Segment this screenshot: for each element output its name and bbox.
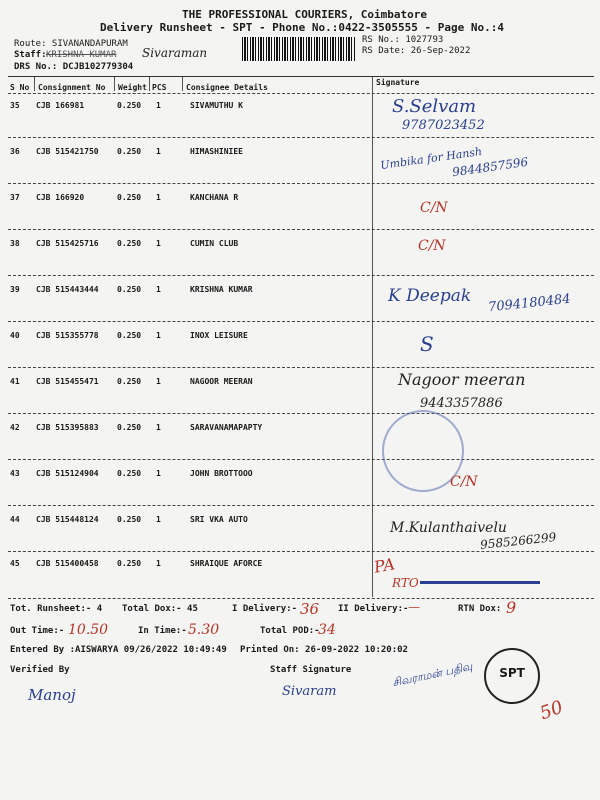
out-time-label: Out Time:- [10, 626, 65, 636]
signature-44: M.Kulanthaivelu [390, 520, 507, 536]
printed-on: Printed On: 26-09-2022 10:20:02 [240, 645, 408, 655]
row-weight: 0.250 [117, 285, 142, 294]
row-consignment: CJB 515421750 [36, 147, 99, 156]
header-rule [8, 93, 594, 94]
row-sno: 37 [10, 193, 20, 202]
row-sno: 40 [10, 331, 20, 340]
in-time-label: In Time:- [138, 626, 187, 636]
table-top-rule [8, 76, 594, 77]
col-sno: S No [10, 83, 30, 92]
rs-date: RS Date: 26-Sep-2022 [362, 46, 471, 56]
row-consignee: INOX LEISURE [190, 331, 248, 340]
row-pcs: 1 [156, 469, 161, 478]
row-consignment: CJB 515400458 [36, 559, 99, 568]
spt-stamp-text: SPT [499, 666, 525, 680]
staff-sign-handwritten: Sivaram [282, 684, 337, 699]
col-weight: Weight [118, 83, 147, 92]
tot-runsheet: Tot. Runsheet:- 4 [10, 604, 103, 614]
row-consignment: CJB 515448124 [36, 515, 99, 524]
signature-35-phone: 9787023452 [402, 118, 485, 133]
row-sno: 39 [10, 285, 20, 294]
total-dox: Total Dox:- 45 [122, 604, 198, 614]
row-consignee: SRI VKA AUTO [190, 515, 248, 524]
rtn-dox-label: RTN Dox: [458, 604, 502, 614]
signature-41-phone: 9443357886 [420, 396, 503, 411]
signature-39: K Deepak [388, 286, 472, 306]
signature-45-rto: RTO [392, 576, 419, 590]
signature-41: Nagoor meeran [398, 370, 526, 389]
drs-number: DRS No.: DCJB102779304 [14, 62, 134, 72]
signature-38: C/N [418, 238, 446, 254]
rs-number: RS No.: 1027793 [362, 35, 444, 45]
row-sno: 36 [10, 147, 20, 156]
out-time-value: 10.50 [68, 622, 109, 638]
row-weight: 0.250 [117, 469, 142, 478]
row-weight: 0.250 [117, 101, 142, 110]
row-pcs: 1 [156, 377, 161, 386]
col-consignee: Consignee Details [186, 83, 268, 92]
staff-signature-label: Staff Signature [270, 665, 352, 675]
row-sno: 35 [10, 101, 20, 110]
signature-36-phone: 9844857596 [451, 154, 529, 180]
row-pcs: 1 [156, 147, 161, 156]
row-weight: 0.250 [117, 193, 142, 202]
col-pcs: PCS [152, 83, 167, 92]
row-pcs: 1 [156, 193, 161, 202]
row-consignment: CJB 515425716 [36, 239, 99, 248]
i-delivery-label: I Delivery:- [232, 604, 298, 614]
row-weight: 0.250 [117, 331, 142, 340]
signature-44-phone: 9585266299 [479, 530, 557, 552]
row-pcs: 1 [156, 559, 161, 568]
runsheet-subtitle: Delivery Runsheet - SPT - Phone No.:0422-3505555 - Page No.:4 [100, 21, 504, 34]
row-weight: 0.250 [117, 559, 142, 568]
row-consignee: NAGOOR MEERAN [190, 377, 253, 386]
row-pcs: 1 [156, 101, 161, 110]
row-weight: 0.250 [117, 377, 142, 386]
verified-signature: Manoj [28, 686, 76, 704]
row-consignment: CJB 166920 [36, 193, 85, 202]
row-pcs: 1 [156, 285, 161, 294]
row-consignee: SHRAIQUE AFORCE [190, 559, 263, 568]
ii-delivery-label: II Delivery:- [338, 604, 409, 614]
route-label: Route: SIVANANDAPURAM [14, 39, 128, 49]
signature-36: Umbika for Hansh [379, 144, 483, 173]
row-consignee: CUMIN CLUB [190, 239, 239, 248]
row-pcs: 1 [156, 515, 161, 524]
row-sno: 45 [10, 559, 20, 568]
in-time-value: 5.30 [188, 622, 220, 638]
margin-note: 50 [537, 696, 566, 725]
staff-handwritten: Sivaraman [142, 46, 208, 60]
row-sno: 42 [10, 423, 20, 432]
strike-mark [420, 581, 540, 584]
verified-by-label: Verified By [10, 665, 70, 675]
signature-35: S.Selvam [392, 96, 477, 117]
row-pcs: 1 [156, 423, 161, 432]
row-consignee: KRISHNA KUMAR [190, 285, 253, 294]
i-delivery-value: 36 [300, 600, 320, 618]
barcode [242, 37, 356, 61]
row-consignee: KANCHANA R [190, 193, 239, 202]
row-consignment: CJB 166981 [36, 101, 85, 110]
row-weight: 0.250 [117, 423, 142, 432]
row-sno: 44 [10, 515, 20, 524]
signature-40: S [420, 332, 434, 356]
total-pod-value: 34 [318, 622, 336, 638]
row-consignee: JOHN BROTTOOO [190, 469, 253, 478]
row-consignee: HIMASHINIEE [190, 147, 243, 156]
spt-stamp [484, 648, 540, 704]
row-weight: 0.250 [117, 239, 142, 248]
row-pcs: 1 [156, 331, 161, 340]
rtn-dox-value: 9 [506, 598, 517, 617]
company-title: THE PROFESSIONAL COURIERS, Coimbatore [182, 8, 428, 21]
col-consignment: Consignment No [38, 83, 106, 92]
signature-43: C/N [450, 474, 478, 490]
side-note: சிவராமன் பதிவு [391, 659, 474, 690]
row-consignment: CJB 515355778 [36, 331, 99, 340]
entered-by: Entered By :AISWARYA 09/26/2022 10:49:49 [10, 645, 227, 655]
signature-45: PA [372, 554, 397, 577]
row-consignee: SARAVANAMAPAPTY [190, 423, 263, 432]
row-weight: 0.250 [117, 515, 142, 524]
staff-label: Staff: [14, 50, 47, 60]
staff-name-struck: KRISHNA KUMAR [46, 50, 117, 60]
ii-delivery-value: — [408, 600, 420, 614]
row-consignment: CJB 515395883 [36, 423, 99, 432]
total-pod-label: Total POD:- [260, 626, 320, 636]
row-consignment: CJB 515443444 [36, 285, 99, 294]
row-pcs: 1 [156, 239, 161, 248]
row-consignment: CJB 515455471 [36, 377, 99, 386]
signature-37: C/N [420, 200, 448, 216]
row-sno: 43 [10, 469, 20, 478]
signature-39-phone: 7094180484 [487, 291, 572, 316]
row-sno: 38 [10, 239, 20, 248]
row-sno: 41 [10, 377, 20, 386]
col-signature: Signature [376, 78, 420, 87]
row-consignment: CJB 515124904 [36, 469, 99, 478]
row-consignee: SIVAMUTHU K [190, 101, 243, 110]
row-weight: 0.250 [117, 147, 142, 156]
